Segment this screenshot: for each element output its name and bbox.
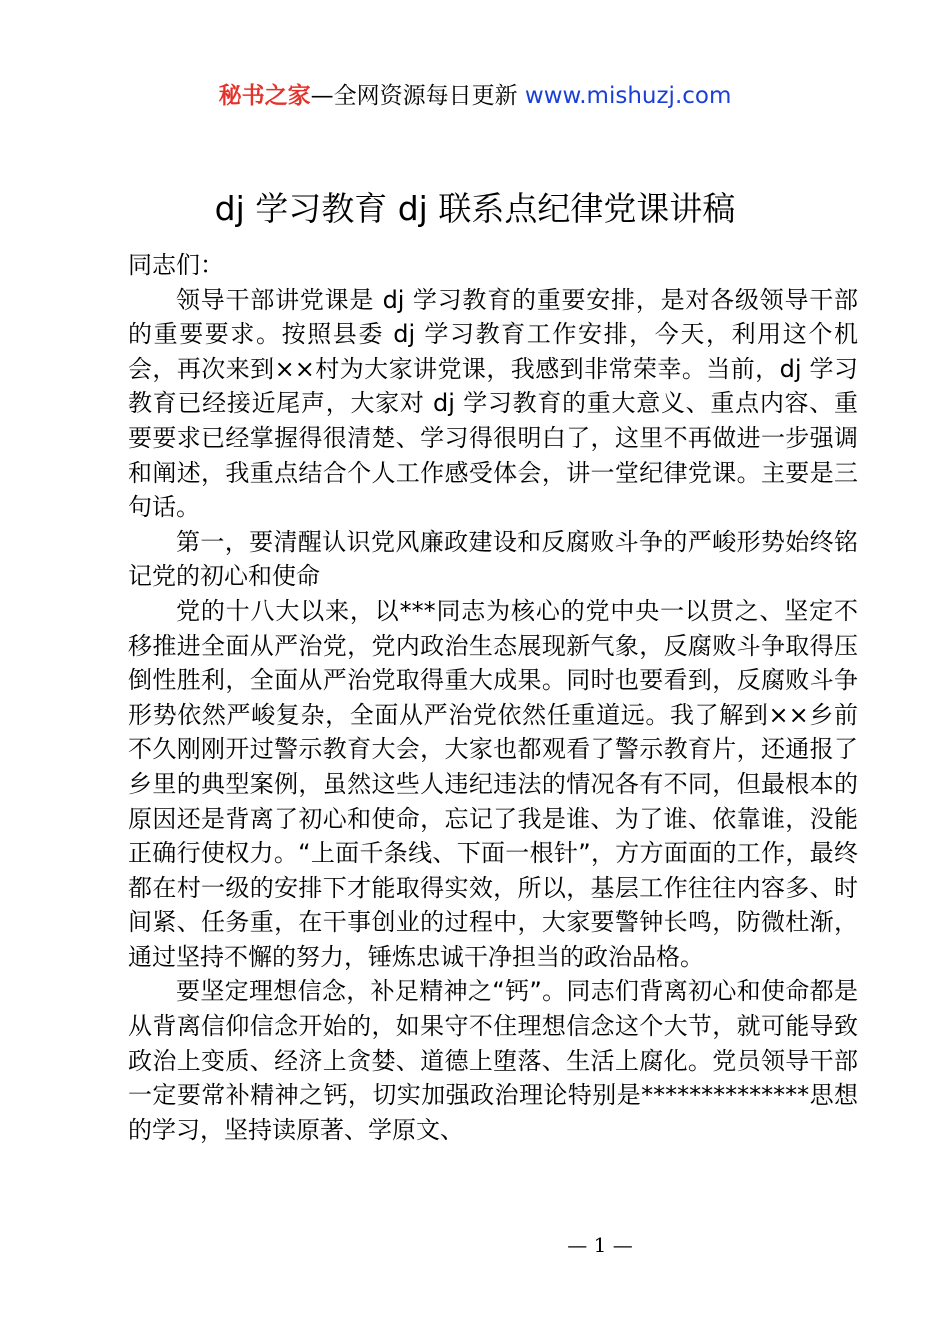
document-title: dj 学习教育 dj 联系点纪律党课讲稿: [214, 189, 736, 228]
site-brand: 秘书之家: [218, 83, 311, 109]
body-paragraph: 要坚定理想信念，补足精神之“钙”。同志们背离初心和使命都是从背离信仰信念开始的，如果守不住理想信念这个大节，就可能导致政治上变质、经济上贪婪、道德上堕落、生活上腐化。党员领导干部一定要常补精神之钙，切实加强政治理论特别是**************思想的学习，坚持读原著、学原文、: [128, 977, 858, 1144]
body-paragraph: 党的十八大以来，以***同志为核心的党中央一以贯之、坚定不移推进全面从严治党，党内政治生态展现新气象，反腐败斗争取得压倒性胜利，全面从严治党取得重大成果。同时也要看到，反腐败斗争形势依然严峻复杂，全面从严治党依然任重道远。我了解到××乡前不久刚刚开过警示教育大会，大家也都观看了警示教育片，还通报了乡里的典型案例，虽然这些人违纪违法的情况各有不同，但最根本的原因还是背离了初心和使命，忘记了我是谁、为了谁、依靠谁，没能正确行使权力。“上面千条线、下面一根针”，方方面面的工作，最终都在村一级的安排下才能取得实效，所以，基层工作往往内容多、时间紧、任务重，在干事创业的过程中，大家要警钟长鸣，防微杜渐，通过坚持不懈的努力，锤炼忠诚干净担当的政治品格。: [128, 596, 858, 971]
site-tagline: —全网资源每日更新: [310, 83, 525, 109]
page-number: — 1 —: [567, 1233, 633, 1257]
salutation: 同志们：: [128, 251, 224, 279]
site-header: [0, 80, 950, 112]
section-heading: 第一，要清醒认识党风廉政建设和反腐败斗争的严峻形势始终铭记党的初心和使命: [128, 527, 858, 591]
document-body: [128, 248, 858, 1147]
body-paragraph: 领导干部讲党课是 dj 学习教育的重要安排，是对各级领导干部的重要要求。按照县委 dj 学习教育工作安排，今天，利用这个机会，再次来到××村为大家讲党课，我感到非常荣幸。当前，dj 学习教育已经接近尾声，大家对 dj 学习教育的重大意义、重点内容、重要要求已经掌握得很清楚、学习得很明白了，这里不再做进一步强调和阐述，我重点结合个人工作感受体会，讲一堂纪律党课。主要是三句话。: [128, 285, 858, 522]
site-url-link[interactable]: www.mishuzj.com: [524, 83, 732, 109]
